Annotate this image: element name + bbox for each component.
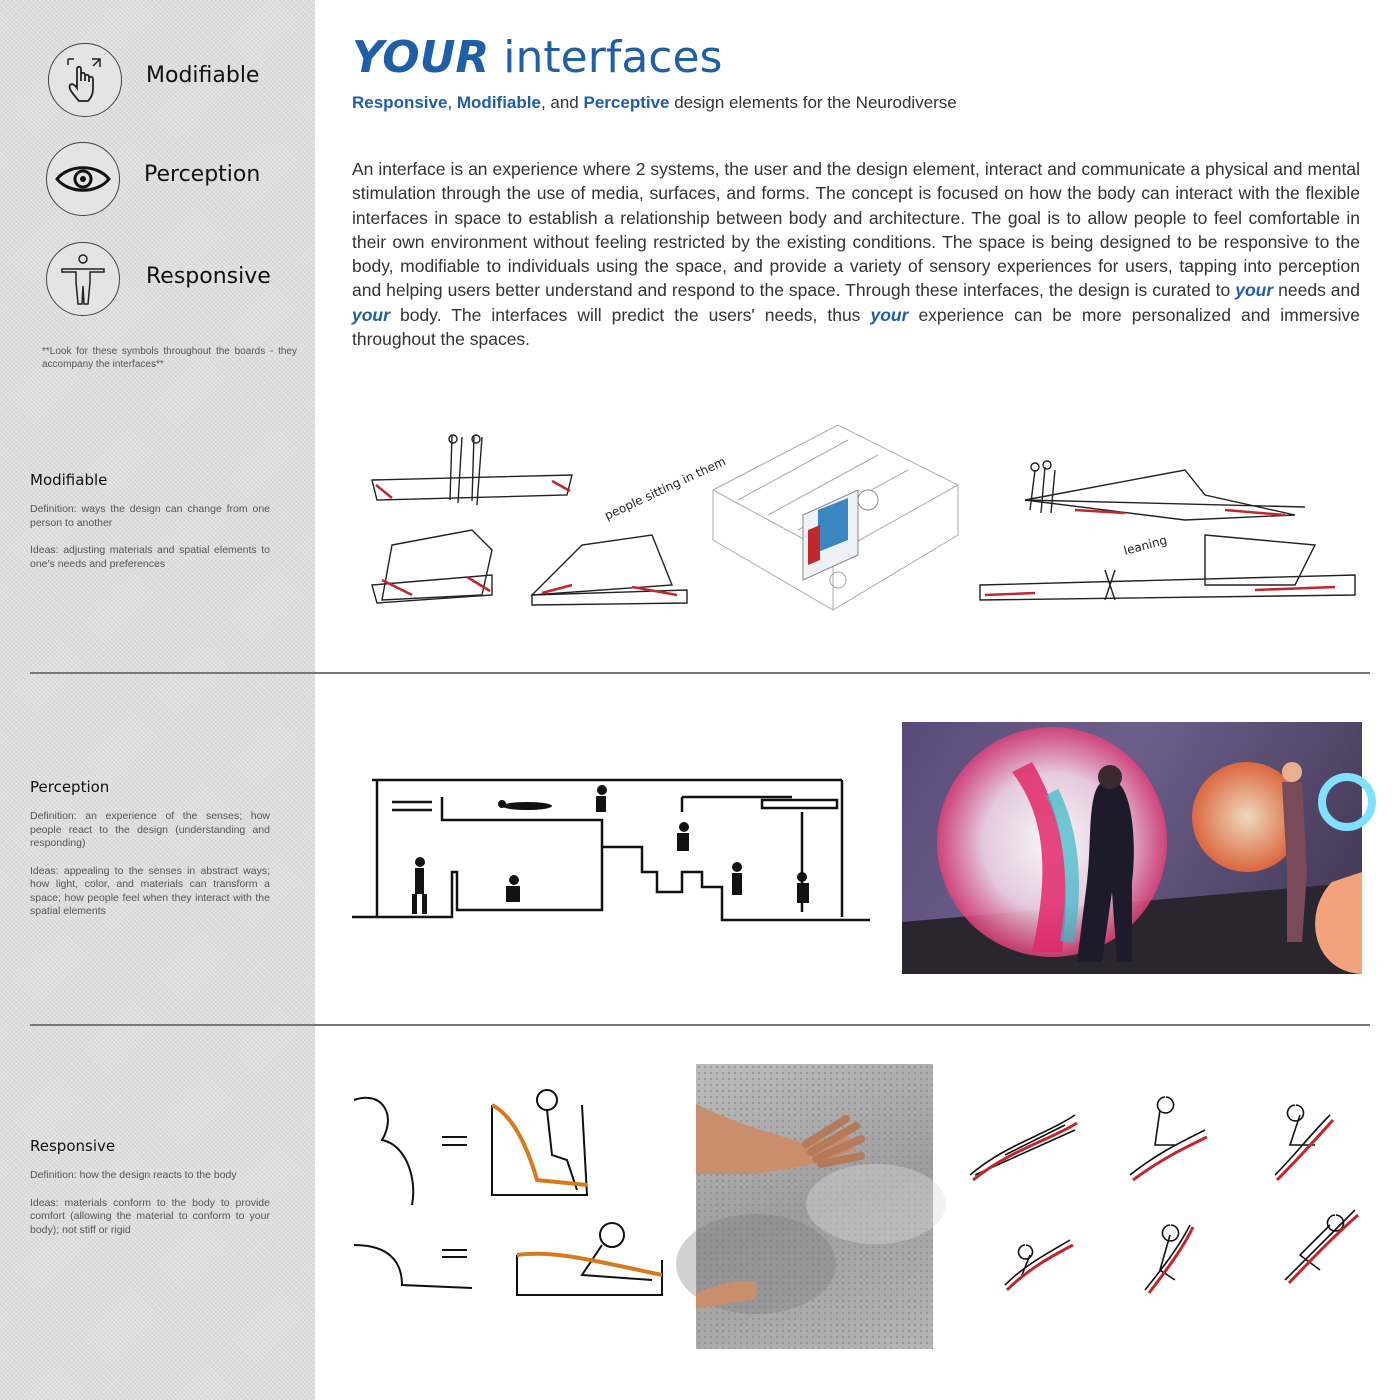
symbol-label-modifiable: Modifiable — [146, 63, 260, 88]
ideas-responsive: Ideas: materials conform to the body to provide comfort (allowing the material to conform to your body); not stiff or rigid — [30, 1196, 270, 1236]
symbol-label-perception: Perception — [144, 162, 261, 187]
perception-symbol — [46, 142, 120, 216]
page-subtitle: Responsive, Modifiable, and Perceptive design elements for the Neurodiverse — [352, 93, 957, 112]
section-text-modifiable — [30, 503, 270, 585]
section-text-responsive — [30, 1169, 270, 1251]
responsive-textured-surface-photo — [696, 1064, 933, 1349]
definition-responsive: Definition: how the design reacts to the body — [30, 1169, 237, 1181]
ideas-perception: Ideas: appealing to the senses in abstract ways; how light, color, and materials can transform a space; how people feel when they interact with the spatial elements — [30, 864, 270, 917]
eye-icon — [55, 164, 111, 194]
perception-section-drawing — [352, 772, 870, 924]
sketch-note-leaning: leaning — [1122, 532, 1169, 558]
symbol-label-responsive: Responsive — [146, 264, 271, 289]
responsive-symbol — [46, 242, 120, 316]
symbols-note: **Look for these symbols throughout the boards - they accompany the interfaces** — [42, 346, 297, 370]
modifiable-symbol — [48, 43, 122, 117]
perception-light-installation-photo — [902, 722, 1362, 974]
page-title: YOUR interfaces — [352, 32, 723, 83]
intro-paragraph: An interface is an experience where 2 systems, the user and the design element, interact and communicate a physical and mental stimulation through the use of media, surfaces, and forms. The concept is focused on how the body can interact with the flexible interfaces in space to establish a relationship between body and architecture. The goal is to allow people to feel comfortable in their own environment without feeling restricted by the existing conditions. The space is being designed to be responsive to the body, modifiable to individuals using the space, and provide a variety of sensory experiences for users, tapping into perception and helping users better understand and respond to the space. Through these interfaces, the design is curated to your needs and your body. The interfaces will predict the users' needs, thus your experience can be more personalized and immersive throughout the spaces. — [352, 159, 1360, 350]
section-title-perception: Perception — [30, 778, 110, 796]
touch-hand-icon — [62, 55, 108, 105]
sketch-note-people-sitting: people sitting in them — [602, 454, 728, 523]
section-title-modifiable: Modifiable — [30, 471, 108, 489]
responsive-sketch-1 — [352, 1085, 672, 1300]
section-title-responsive: Responsive — [30, 1137, 116, 1155]
section-divider — [30, 672, 1370, 674]
section-text-perception — [30, 810, 270, 933]
definition-perception: Definition: an experience of the senses; how people react to the design (understanding and responding) — [30, 810, 270, 849]
section-divider — [30, 1024, 1370, 1026]
body-figure-icon — [58, 252, 108, 306]
modifiable-isometric-plan — [708, 420, 963, 620]
ideas-modifiable: Ideas: adjusting materials and spatial elements to one's needs and preferences — [30, 544, 270, 570]
definition-modifiable: Definition: ways the design can change from one person to another — [30, 503, 270, 529]
responsive-body-sketches — [965, 1085, 1370, 1310]
modifiable-sketch-2 — [975, 455, 1365, 615]
modifiable-sketch-1 — [352, 425, 728, 620]
